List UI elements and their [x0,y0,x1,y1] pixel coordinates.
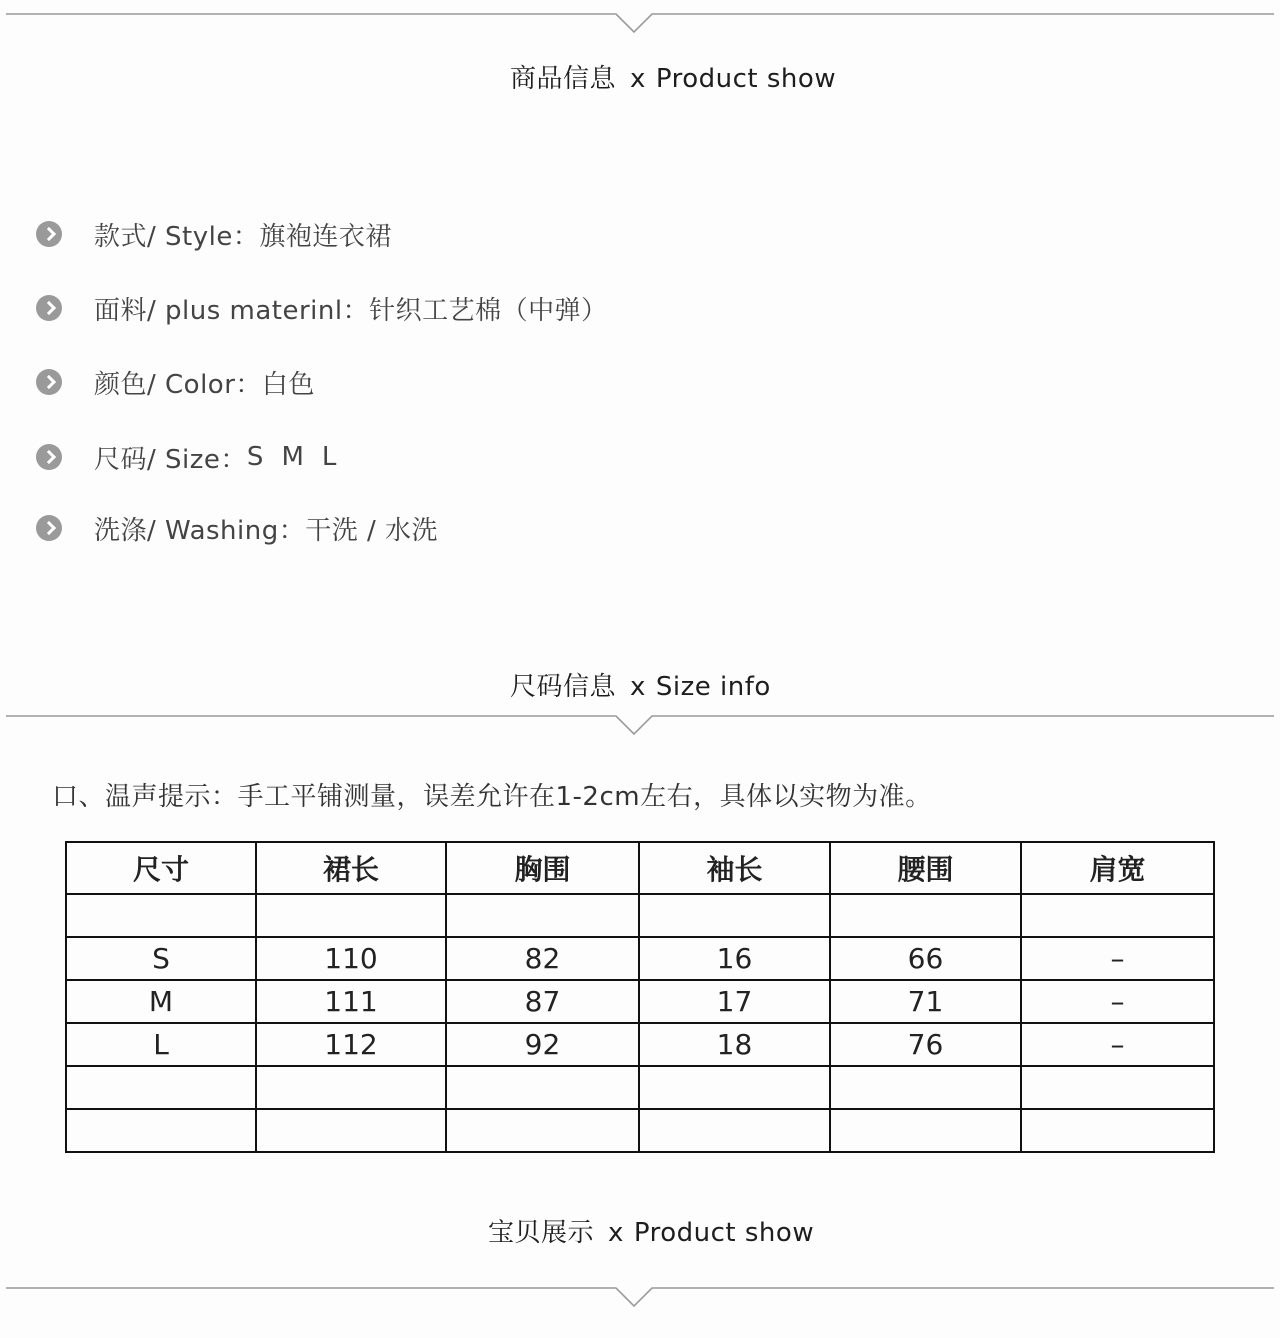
heading-separator: x [630,64,646,94]
table-cell [1021,1066,1214,1109]
size-info-title-en: Size info [655,672,771,702]
table-row [66,1023,1214,1066]
table-cell: 82 [446,937,639,980]
table-cell: 87 [446,980,639,1023]
table-header-cell: 腰围 [830,842,1021,894]
table-cell: 16 [639,937,830,980]
detail-value: 白色 [261,369,315,400]
table-header-cell: 肩宽 [1021,842,1214,894]
table-cell [1021,1109,1214,1152]
table-row [66,937,1214,980]
detail-label: 洗涤/ Washing： [94,515,306,546]
table-cell: 18 [639,1023,830,1066]
table-cell: 112 [256,1023,446,1066]
table-cell [639,894,830,937]
detail-label: 颜色/ Color： [94,369,262,400]
table-cell: M [66,980,256,1023]
detail-row-material [36,293,608,326]
table-cell [66,1109,256,1152]
table-cell: 66 [830,937,1021,980]
product-info-title-en: Product show [655,64,837,94]
table-cell: 76 [830,1023,1021,1066]
table-cell: 17 [639,980,830,1023]
chevron-right-icon [36,444,62,470]
table-cell [830,1109,1021,1152]
table-cell [256,1109,446,1152]
detail-row-size [36,442,337,475]
table-cell [639,1109,830,1152]
table-row [66,1109,1214,1152]
table-header-cell: 裙长 [256,842,446,894]
chevron-right-icon [36,515,62,541]
detail-label: 尺码/ Size： [94,444,247,475]
bottom-divider [6,1282,1274,1302]
product-info-heading [510,58,836,95]
table-cell [1021,894,1214,937]
measurement-tip: 口、温声提示：手工平铺测量，误差允许在1-2cm左右，具体以实物为准。 [52,782,932,812]
table-cell: – [1021,1023,1214,1066]
table-cell [256,894,446,937]
table-cell: 71 [830,980,1021,1023]
table-cell [256,1066,446,1109]
heading-separator: x [608,1218,624,1248]
detail-value: 干洗 / 水洗 [305,515,439,546]
table-header-cell: 尺寸 [66,842,256,894]
table-cell: S [66,937,256,980]
detail-row-color [36,367,315,400]
table-cell [446,894,639,937]
table-row [66,1066,1214,1109]
size-info-heading [510,666,771,703]
table-cell [830,1066,1021,1109]
top-divider [6,8,1274,28]
detail-row-washing [36,513,439,546]
showcase-title-cn: 宝贝展示 [488,1218,595,1248]
table-cell: 92 [446,1023,639,1066]
table-cell: L [66,1023,256,1066]
detail-value: 针织工艺棉（中弹） [369,295,608,326]
product-info-title-cn: 商品信息 [510,64,617,94]
detail-row-style [36,219,392,252]
chevron-right-icon [36,369,62,395]
table-header-cell: 袖长 [639,842,830,894]
table-row [66,894,1214,937]
detail-label: 款式/ Style： [94,221,260,252]
heading-separator: x [630,672,646,702]
table-cell [639,1066,830,1109]
detail-value: 旗袍连衣裙 [259,221,392,252]
table-cell [446,1109,639,1152]
table-cell: 111 [256,980,446,1023]
table-cell: – [1021,937,1214,980]
table-cell [446,1066,639,1109]
chevron-right-icon [36,221,62,247]
table-cell [830,894,1021,937]
table-cell [66,1066,256,1109]
table-cell [66,894,256,937]
showcase-heading [488,1212,814,1249]
chevron-right-icon [36,295,62,321]
size-info-title-cn: 尺码信息 [510,672,617,702]
size-table [65,841,1215,1153]
table-cell: – [1021,980,1214,1023]
table-row [66,980,1214,1023]
middle-divider [6,710,1274,730]
detail-value: S M L [246,442,337,472]
showcase-title-en: Product show [633,1218,815,1248]
table-header-row [66,842,1214,894]
detail-label: 面料/ plus materinl： [94,295,370,326]
table-cell: 110 [256,937,446,980]
table-header-cell: 胸围 [446,842,639,894]
